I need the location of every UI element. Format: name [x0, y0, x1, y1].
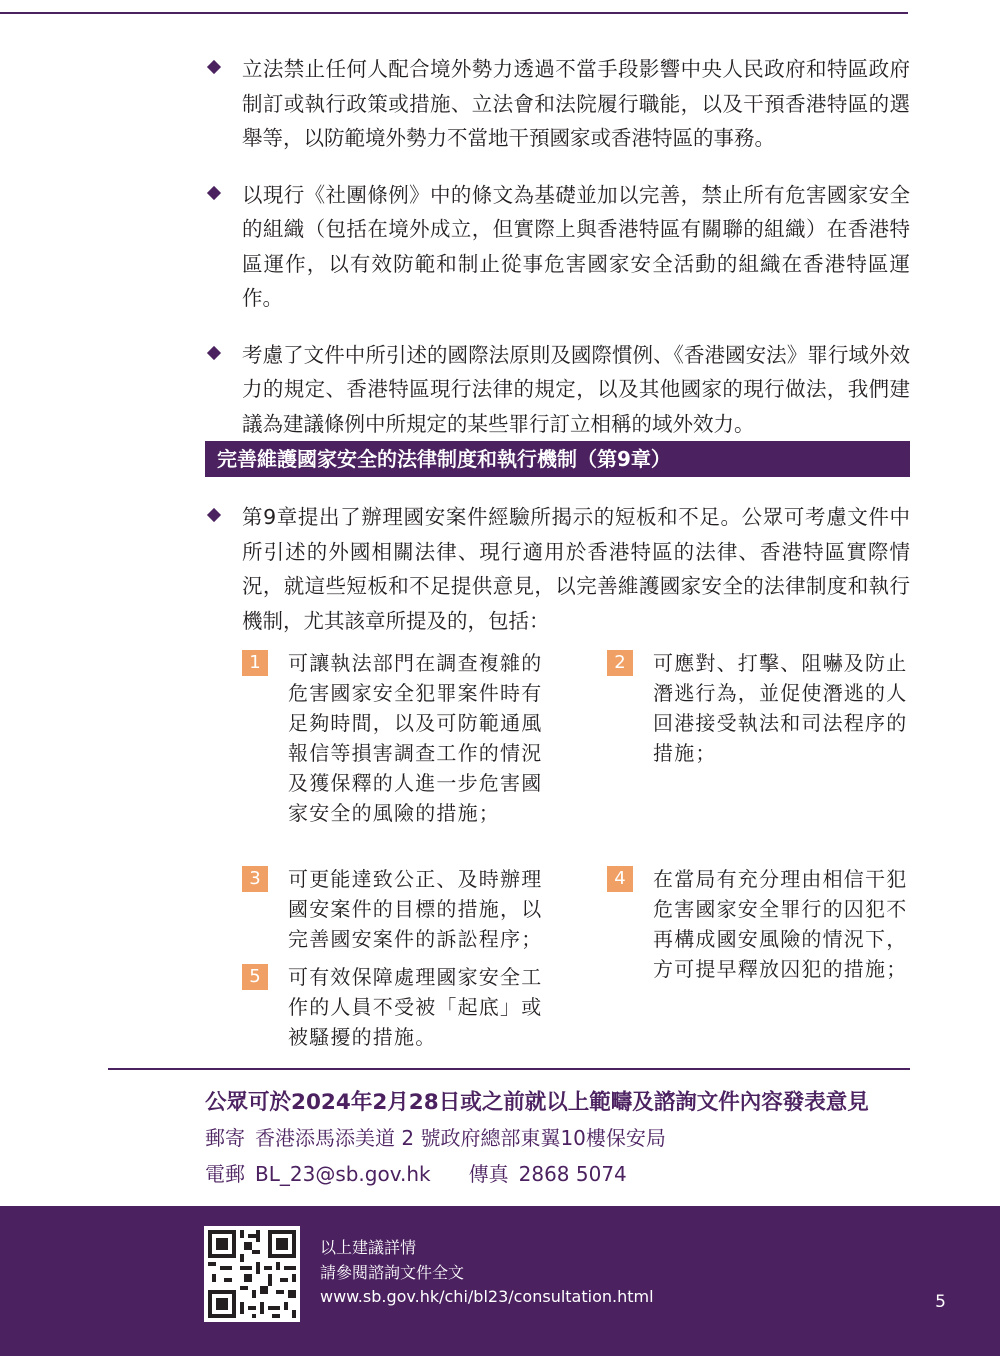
consultation-url-link[interactable]: www.sb.gov.hk/chi/bl23/consultation.html [320, 1287, 654, 1306]
footer-info [320, 1236, 654, 1310]
fax-number: 2868 5074 [518, 1162, 627, 1186]
diamond-bullet-icon [207, 508, 221, 522]
number-badge: 4 [607, 866, 633, 892]
consultation-deadline: 公眾可於2024年2月28日或之前就以上範疇及諮詢文件內容發表意見 [205, 1090, 869, 1115]
number-badge: 1 [242, 650, 268, 676]
measure-item-2 [607, 648, 912, 768]
section-heading: 完善維護國家安全的法律制度和執行機制（第9章） [205, 441, 910, 477]
bullet-foreign-interference [205, 52, 910, 156]
diamond-bullet-icon [207, 346, 221, 360]
diamond-bullet-icon [207, 60, 221, 74]
measure-item-4 [607, 864, 912, 984]
bullet-text: 第9章提出了辦理國安案件經驗所揭示的短板和不足。公眾可考慮文件中所引述的外國相關法律、現行適用於香港特區的法律、香港特區實際情況，就這些短板和不足提供意見，以完善維護國家安全的法律制度和執行機制，尤其該章所提及的，包括： [242, 505, 910, 633]
fax-label: 傳真 [468, 1162, 509, 1186]
measure-item-3 [242, 864, 547, 954]
measure-item-1 [242, 648, 547, 828]
footer-band [0, 1206, 1000, 1356]
bullet-text: 立法禁止任何人配合境外勢力透過不當手段影響中央人民政府和特區政府制訂或執行政策或措施、立法會和法院履行職能，以及干預香港特區的選舉等，以防範境外勢力不當地干預國家或香港特區的事務。 [242, 57, 910, 150]
bullet-extraterritorial [205, 338, 910, 442]
bullet-chapter-9 [205, 500, 910, 638]
measure-text: 可更能達致公正、及時辦理國安案件的目標的措施，以完善國安案件的訴訟程序； [288, 867, 543, 951]
contact-block [205, 1086, 925, 1192]
footer-line-1: 以上建議詳情 [320, 1238, 417, 1257]
bullet-text: 考慮了文件中所引述的國際法原則及國際慣例、《香港國安法》罪行域外效力的規定、香港特區現行法律的規定，以及其他國家的現行做法，我們建議為建議條例中所規定的某些罪行訂立相稱的域外效力。 [242, 342, 910, 436]
footer-line-2: 請參閱諮詢文件全文 [320, 1262, 465, 1282]
contact-divider [108, 1068, 910, 1070]
email-label: 電郵 [205, 1162, 245, 1186]
proposal-bullet-list [205, 52, 910, 463]
number-badge: 3 [242, 866, 268, 892]
mail-label: 郵寄 [205, 1126, 245, 1150]
mail-line [205, 1120, 925, 1156]
top-divider [0, 12, 908, 14]
qr-code-graphic [204, 1226, 300, 1322]
email-address[interactable]: BL_23@sb.gov.hk [255, 1162, 431, 1186]
diamond-bullet-icon [207, 186, 221, 200]
bullet-organisations [205, 178, 910, 316]
number-badge: 5 [242, 964, 268, 990]
number-badge: 2 [607, 650, 633, 676]
page-number: 5 [935, 1292, 946, 1312]
measure-item-5 [242, 962, 547, 1052]
email-fax-line [205, 1156, 925, 1192]
qr-code-icon[interactable] [204, 1226, 300, 1322]
measure-text: 可有效保障處理國家安全工作的人員不受被「起底」或被騷擾的措施。 [288, 965, 543, 1049]
mail-address: 香港添馬添美道 2 號政府總部東翼10樓保安局 [255, 1126, 666, 1150]
measure-text: 可應對、打擊、阻嚇及防止潛逃行為，並促使潛逃的人回港接受執法和司法程序的措施； [653, 651, 908, 765]
measure-text: 可讓執法部門在調查複雜的危害國家安全犯罪案件時有足夠時間，以及可防範通風報信等損害調查工作的情況及獲保釋的人進一步危害國家安全的風險的措施； [288, 651, 543, 825]
section-bullet-list [205, 500, 910, 660]
measure-text: 在當局有充分理由相信干犯危害國家安全罪行的囚犯不再構成國安風險的情況下，方可提早釋放囚犯的措施； [653, 867, 908, 981]
bullet-text: 以現行《社團條例》中的條文為基礎並加以完善，禁止所有危害國家安全的組織（包括在境外成立，但實際上與香港特區有關聯的組織）在香港特區運作，以有效防範和制止從事危害國家安全活動的組織在香港特區運作。 [242, 182, 910, 310]
